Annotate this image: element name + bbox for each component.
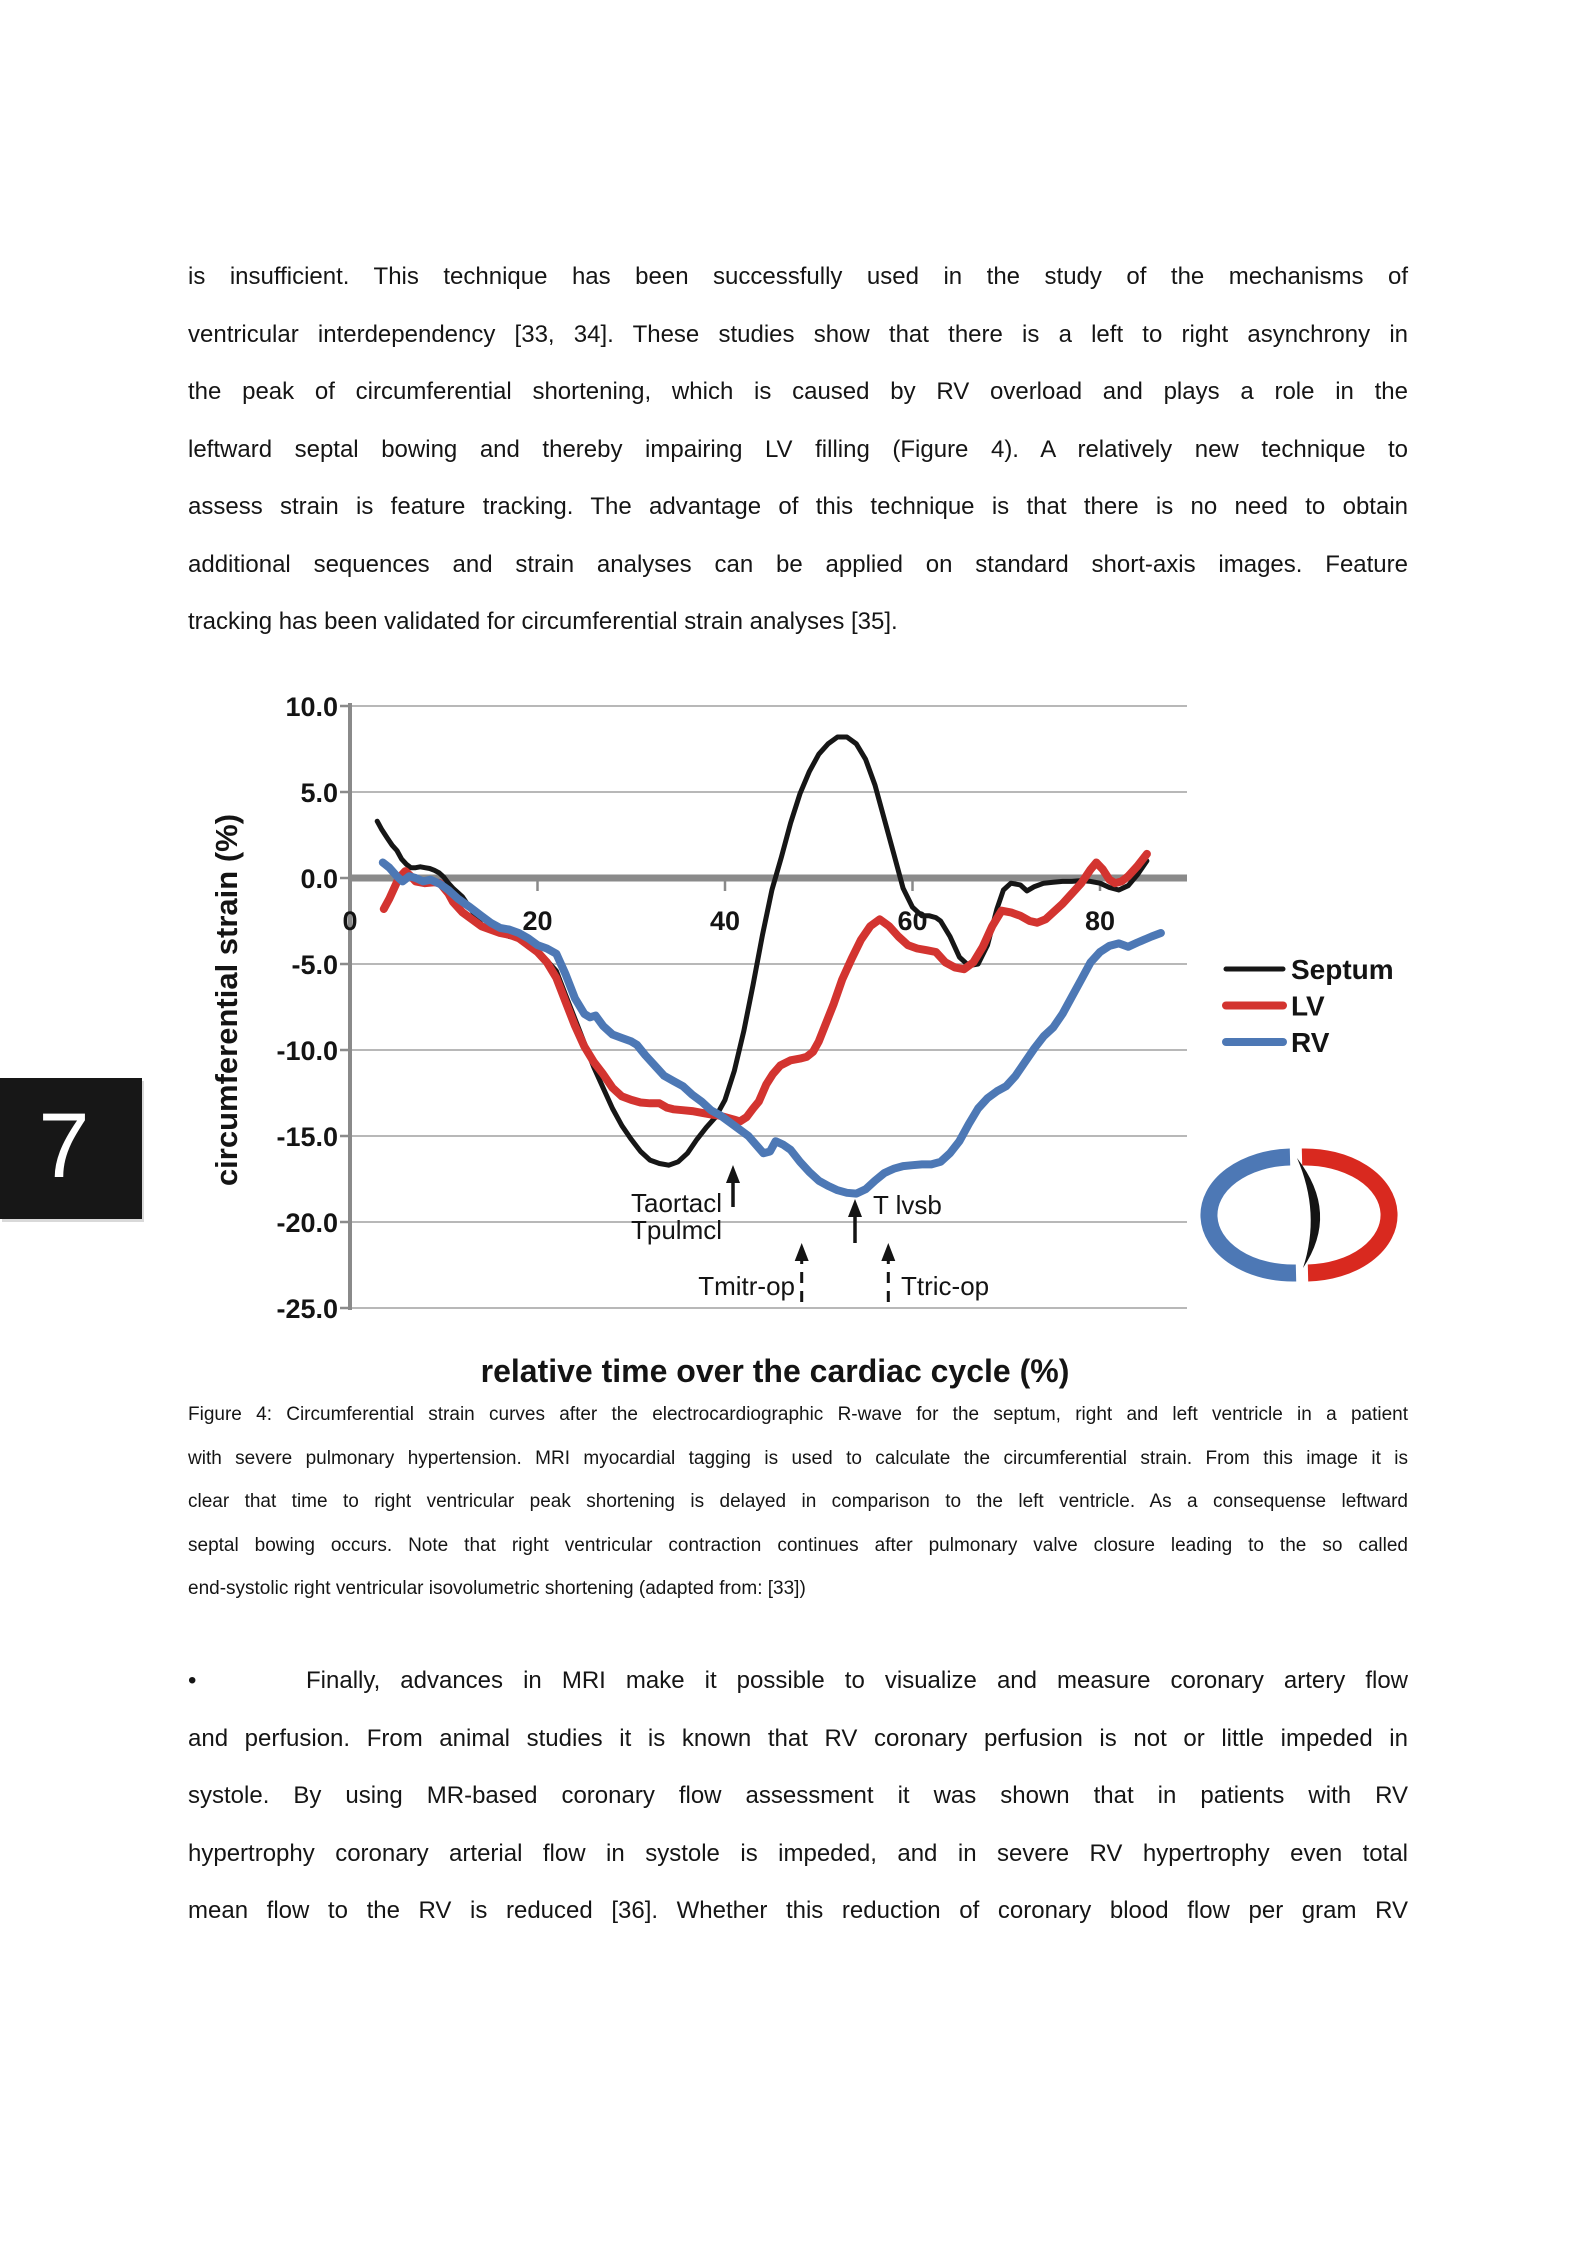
caption-line: clear that time to right ventricular peak shortening is delayed in comparison to the left ventricle. As a consequense leftward (188, 1491, 1408, 1512)
text-line: mean flow to the RV is reduced [36]. Whether this reduction of coronary blood flow per gram RV (188, 1897, 1408, 1924)
text-line: is insufficient. This technique has been successfully used in the study of the mechanisms of (188, 263, 1408, 290)
annotation-label: Tmitr-op (698, 1271, 795, 1301)
annotation-label: Taortacl (631, 1188, 723, 1218)
y-tick-label: -5.0 (291, 950, 338, 980)
list-bullet: • (188, 1667, 197, 1694)
legend-label-rv: RV (1291, 1027, 1330, 1058)
x-tick-label: 20 (522, 906, 553, 936)
paragraph-bottom (188, 1652, 1408, 1940)
legend-label-lv: LV (1291, 990, 1325, 1022)
bullet-text-line (188, 1652, 1408, 1710)
y-tick-label: 5.0 (300, 778, 338, 808)
annotation-arrowhead (881, 1243, 895, 1261)
text-line: and perfusion. From animal studies it is known that RV coronary perfusion is not or little impeded in (188, 1724, 1408, 1752)
annotation-label: Ttric-op (901, 1271, 990, 1301)
heart-rv-free-wall-arc (1209, 1157, 1296, 1273)
text-line: ventricular interdependency [33, 34]. These studies show that there is a left to right asynchrony in (188, 320, 1408, 348)
annotation-label: Tpulmcl (631, 1215, 723, 1245)
x-tick-label: 80 (1084, 906, 1116, 936)
text-line: Finally, advances in MRI make it possible to visualize and measure coronary artery flow (306, 1667, 1408, 1694)
y-tick-label: 10.0 (285, 692, 338, 722)
y-tick-label: -10.0 (276, 1036, 338, 1066)
series-line-rv (383, 863, 1161, 1194)
text-line: assess strain is feature tracking. The advantage of this technique is that there is no need to obtain (188, 493, 1408, 520)
text-line: systole. By using MR-based coronary flow assessment it was shown that in patients with RV (188, 1782, 1408, 1809)
annotation-arrowhead (795, 1243, 809, 1261)
text-line: hypertrophy coronary arterial flow in systole is impeded, and in severe RV hypertrophy even total (188, 1839, 1408, 1867)
annotation-arrowhead (848, 1199, 862, 1217)
text-line: leftward septal bowing and thereby impairing LV filling (Figure 4). A relatively new technique to (188, 435, 1408, 463)
annotation-arrowhead (726, 1165, 740, 1183)
y-tick-label: -25.0 (276, 1294, 338, 1324)
x-axis-title: relative time over the cardiac cycle (%) (480, 1353, 1070, 1389)
chapter-number: 7 (38, 1094, 90, 1197)
legend-label-septum: Septum (1291, 954, 1394, 985)
caption-line: end-systolic right ventricular isovolumetric shortening (adapted from: [33]) (188, 1578, 806, 1599)
x-tick-label: 0 (342, 906, 358, 936)
caption-line: septal bowing occurs. Note that right ventricular contraction continues after pulmonary valve closure leading to the so called (188, 1534, 1408, 1556)
x-tick-label: 40 (709, 906, 741, 936)
y-axis-title: circumferential strain (%) (209, 813, 244, 1187)
series-line-lv (384, 854, 1147, 1122)
x-tick-label: 60 (897, 906, 928, 936)
text-line: additional sequences and strain analyses can be applied on standard short-axis images. Feature (188, 550, 1408, 578)
text-line: the peak of circumferential shortening, which is caused by RV overload and plays a role in the (188, 378, 1408, 405)
annotation-label: T lvsb (873, 1190, 942, 1220)
caption-line: Figure 4: Circumferential strain curves after the electrocardiographic R-wave for the septum, right and left ventricle in a patient (188, 1404, 1408, 1425)
text-line: tracking has been validated for circumferential strain analyses [35]. (188, 608, 898, 635)
figure-caption (188, 1393, 1408, 1611)
y-tick-label: 0.0 (300, 864, 338, 894)
heart-septum-arc (1297, 1158, 1320, 1268)
y-tick-label: -15.0 (276, 1122, 338, 1152)
caption-line: with severe pulmonary hypertension. MRI myocardial tagging is used to calculate the circumferential strain. From this image it is (188, 1447, 1408, 1469)
y-tick-label: -20.0 (276, 1208, 338, 1238)
